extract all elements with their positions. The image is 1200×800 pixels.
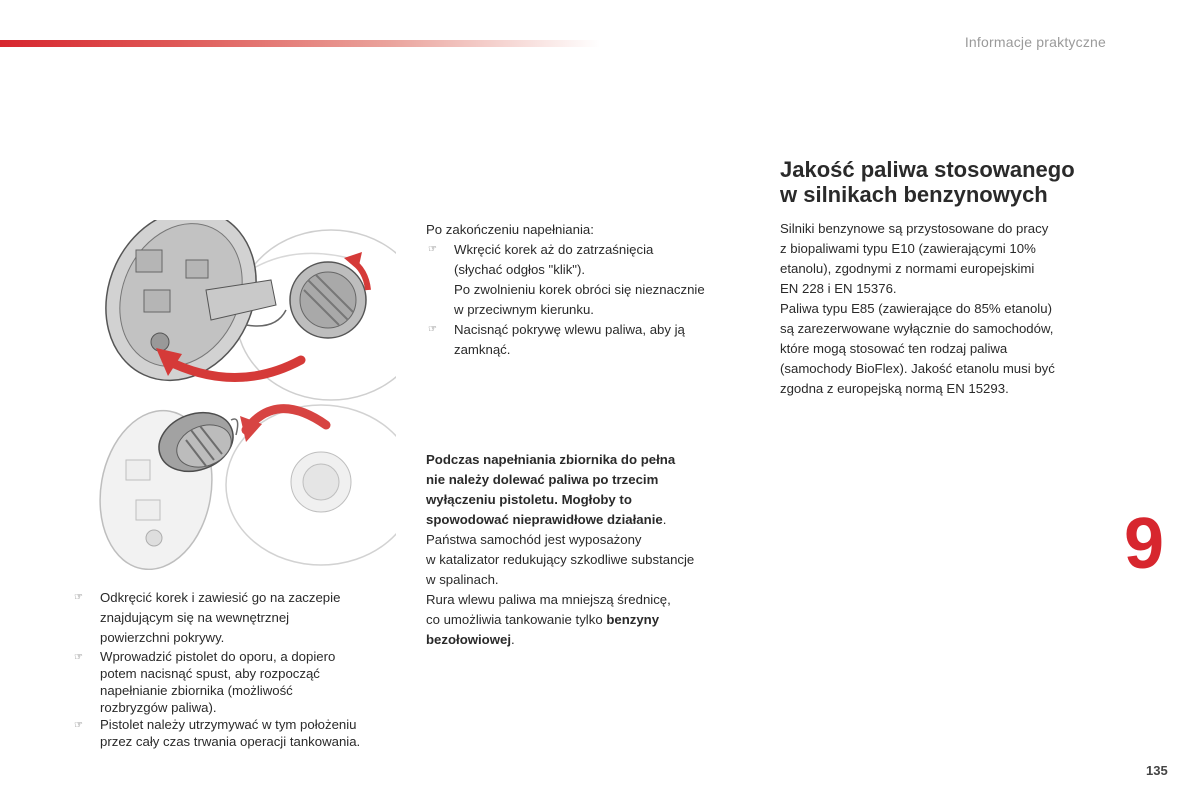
list-item: ☞ Odkręcić korek i zawiesić go na zaczepie znajdującym się na wewnętrznej powierzchni pokrywy. <box>74 590 341 645</box>
page-number: 135 <box>1146 763 1168 778</box>
pointing-hand-icon: ☞ <box>74 652 83 663</box>
list-item: ☞ Wkręcić korek aż do zatrzaśnięcia (słychać odgłos "klik"). Po zwolnieniu korek obróci się nieznacznie w przeciwnym kierunku. <box>428 242 705 317</box>
chapter-number: 9 <box>1124 504 1165 584</box>
warning-note: Podczas napełniania zbiornika do pełna nie należy dolewać paliwa po trzecim wyłączeniu pistoletu. Mogłoby to spowodować nieprawidłowe działanie. Państwa samochód jest wyposażony w katalizator redukujący szkodliwe substancje w spalinach. Rura wlewu paliwa ma mniejszą średnicę, co umożliwia tankowanie tylko benzyny bezołowiowej. <box>426 452 695 647</box>
fuel-cap-hung-diagram <box>96 402 396 570</box>
pointing-hand-icon: ☞ <box>428 324 437 335</box>
refuel-instructions <box>72 588 402 750</box>
list-item: ☞ Pistolet należy utrzymywać w tym położeniu przez cały czas trwania operacji tankowania. <box>74 717 361 749</box>
pointing-hand-icon: ☞ <box>428 244 437 255</box>
fuel-quality-heading: Jakość paliwa stosowanego w silnikach benzynowych <box>780 157 1075 207</box>
header-accent-bar <box>0 40 600 47</box>
fuel-door-open-diagram <box>96 220 396 405</box>
section-title: Informacje praktyczne <box>964 34 1106 50</box>
pointing-hand-icon: ☞ <box>74 592 83 603</box>
intro-text: Po zakończeniu napełniania: <box>426 222 594 237</box>
list-item: ☞ Nacisnąć pokrywę wlewu paliwa, aby ją zamknąć. <box>428 322 685 357</box>
pointing-hand-icon: ☞ <box>74 720 83 731</box>
fuel-quality-text: Silniki benzynowe są przystosowane do pracy z biopaliwami typu E10 (zawierającymi 10% etanolu), zgodnymi z normami europejskimi EN 228 i EN 15376. Paliwa typu E85 (zawierające do 85% etanolu) są zarezerwowane wyłącznie do samochodów, które mogą stosować ten rodzaj paliwa (samochody BioFlex). Jakość etanolu musi być zgodna z europejską normą EN 15293. <box>780 221 1055 396</box>
closing-instructions <box>426 220 756 360</box>
list-item: ☞ Wprowadzić pistolet do oporu, a dopiero potem nacisnąć spust, aby rozpocząć napełnianie zbiornika (możliwość rozbryzgów paliwa). <box>74 649 336 715</box>
fuel-cap-illustration <box>96 220 396 570</box>
